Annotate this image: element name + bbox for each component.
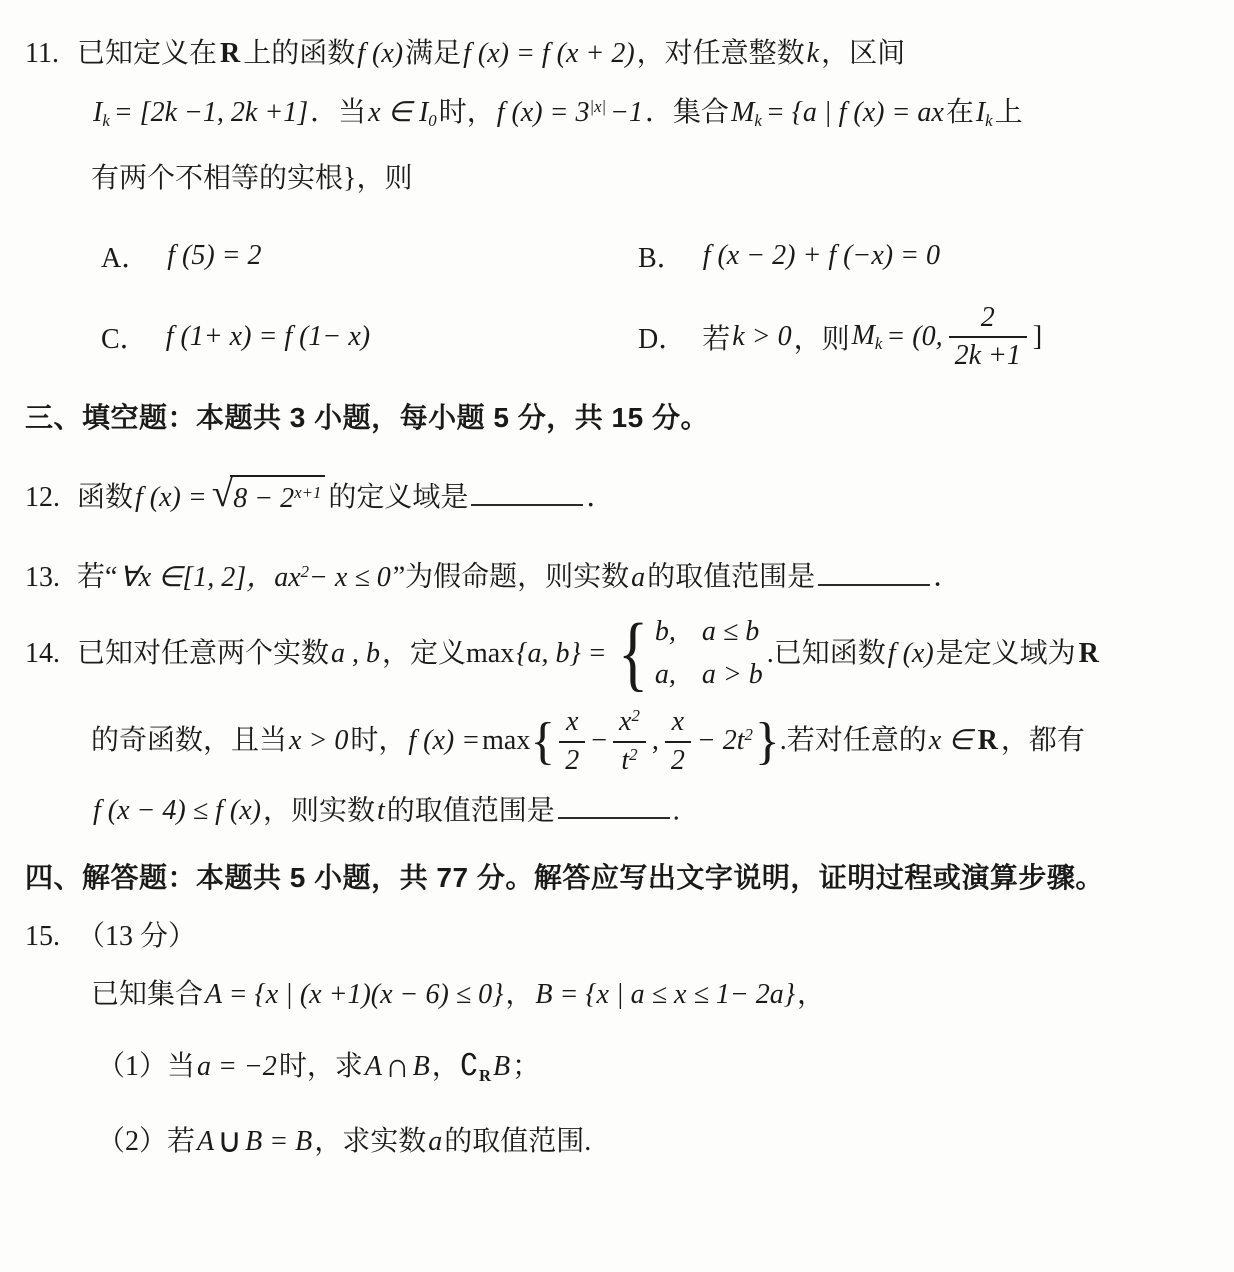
math-run: R [220, 38, 241, 69]
square-root [211, 471, 326, 520]
math-run: $I_k$ [93, 96, 110, 130]
superscript: 2 [631, 706, 640, 726]
math-run: $M_k$ [731, 96, 762, 130]
text-run: （2）若 [97, 1126, 196, 1158]
text-run: 的取值范围是 [647, 561, 816, 593]
case-row: b, a ≤ b [654, 616, 760, 648]
math-run: f (x) [887, 637, 934, 669]
math-run: B = {x | a ≤ x ≤ 1− 2a} [535, 979, 795, 1011]
math-run: ] [1032, 320, 1043, 352]
math-run: − [591, 725, 607, 757]
math-run: t [377, 795, 385, 827]
text-run: 若 [702, 323, 731, 355]
math-run: A [364, 1050, 382, 1082]
text-run: 上 [994, 96, 1023, 128]
right-brace: } [754, 712, 780, 770]
math-run: max [466, 637, 515, 669]
math-run: x > 0 [289, 725, 349, 757]
math-run: = (0, [886, 320, 943, 352]
math-run: f (x) = f (x + 2) [463, 38, 635, 69]
question-15-part-1 [97, 1042, 1208, 1092]
subscript: k [874, 333, 883, 353]
fraction-numerator: $x^2$ [613, 706, 646, 742]
question-number: 12. [25, 481, 60, 513]
math-run: $I_k$ [975, 96, 993, 130]
text-run: ，求实数 [314, 1126, 427, 1158]
math-run: = [2k −1, 2k +1] [113, 96, 309, 128]
text-run: 有两个不相等的实根}，则 [91, 163, 413, 195]
math-run: A = {x | (x +1)(x − 6) ≤ 0} [205, 979, 504, 1011]
option-b [638, 236, 1208, 276]
math-run: k [806, 38, 820, 69]
text-run: ，则实数 [262, 795, 375, 827]
left-brace: { [617, 607, 648, 701]
text-run: ，都有 [1000, 725, 1085, 757]
text-run: ．集合 [645, 96, 730, 128]
math-run: f (x) [357, 38, 404, 69]
math-run: = {a | f (x) = ax [765, 96, 944, 128]
superscript: |x| [589, 96, 607, 116]
text-run: 上的函数 [243, 38, 356, 69]
text-run: ． [933, 561, 962, 593]
question-14-line-2 [91, 706, 1208, 777]
text-run: 满足 [405, 38, 462, 69]
math-run: $M_k$ [851, 319, 883, 353]
subscript: k [102, 110, 110, 130]
text-run: 时，求 [278, 1050, 363, 1082]
text-run: . [672, 795, 680, 827]
option-label: C． [101, 323, 148, 355]
question-13 [25, 555, 1208, 598]
math-run: R [1078, 637, 1099, 669]
text-run: ， [505, 979, 534, 1011]
answer-blank [818, 555, 930, 586]
section-heading-solutions [25, 858, 1208, 899]
text-run: （1）当 [97, 1050, 196, 1082]
options-row-cd [101, 302, 1208, 372]
math-run: f (x − 2) + f (−x) = 0 [702, 239, 940, 271]
math-run: {a, b} = [516, 637, 607, 669]
math-run: B [412, 1050, 430, 1082]
question-15-given [91, 975, 1208, 1016]
question-number: 11. [25, 38, 59, 69]
section-heading-fill-in [25, 398, 1208, 439]
text-run: 已知定义在 [77, 38, 218, 69]
math-run: f $(x) = 3^{|x|}$ [496, 96, 607, 128]
math-run: max [482, 725, 531, 757]
text-run: 的定义域是 [328, 481, 469, 513]
fraction-numerator: 2 [949, 302, 1027, 338]
math-run: A [197, 1126, 215, 1158]
text-run: 的取值范围是 [386, 795, 555, 827]
text-run: ， [431, 1050, 460, 1082]
text-run: 是定义域为 [935, 637, 1076, 669]
text-run: 已知对任意两个实数 [77, 637, 330, 669]
math-run: x ∈ [928, 725, 973, 757]
option-label: B． [638, 242, 685, 274]
text-run: .已知函数 [766, 637, 886, 669]
option-c [101, 317, 638, 357]
text-run: ，区间 [821, 38, 906, 69]
heading-text: 三、填空题：本题共 3 小题，每小题 5 分，共 15 分。 [25, 402, 709, 434]
option-label: A． [101, 242, 150, 274]
superscript: 2 [744, 724, 753, 744]
question-11-line-1 [25, 34, 1208, 75]
score-label: （13 分） [77, 920, 197, 952]
fraction [949, 302, 1027, 372]
text-run: 函数 [77, 481, 134, 513]
radicand: $8 - 2^{x+1}$ [230, 475, 325, 520]
math-run: a [631, 561, 646, 593]
subscript: R [478, 1065, 491, 1085]
text-run: ， [796, 979, 825, 1011]
math-run: −1 [610, 96, 644, 128]
math-run: a , b [331, 637, 381, 669]
math-run: x ∈ $I_0$ [368, 96, 437, 130]
text-run: ，定义 [382, 637, 467, 669]
math-run: f (x − 4) ≤ f (x) [93, 795, 261, 827]
math-run: f (x) = [135, 481, 207, 513]
question-number: 13. [25, 561, 60, 593]
math-run: a = −2 [197, 1050, 277, 1082]
text-run: ，则 [793, 323, 850, 355]
answer-blank [558, 789, 670, 820]
math-run: k > 0 [732, 320, 792, 352]
text-run: ． [586, 481, 615, 513]
text-run: .若对任意的 [779, 725, 927, 757]
text-run: 若“ [77, 561, 118, 593]
fraction [559, 706, 585, 776]
math-run: ∀x ∈[1, 2]，$ax^2- x \le 0$ [119, 561, 391, 593]
subscript: k [754, 110, 762, 130]
fraction [665, 706, 691, 776]
text-run: 的奇函数，且当 [91, 725, 288, 757]
text-run: ．当 [310, 96, 367, 128]
text-run: 的取值范围. [444, 1126, 592, 1158]
question-15-part-2 [97, 1117, 1208, 1167]
case-rows [655, 617, 763, 691]
question-11 [25, 34, 1208, 200]
text-run: 时， [350, 725, 407, 757]
options-row-ab [101, 236, 1208, 276]
fraction-numerator: x [665, 706, 691, 742]
left-brace: { [530, 712, 556, 770]
question-15-header [25, 917, 1208, 958]
math-run: f (5) = 2 [167, 239, 262, 271]
text-run: 时， [438, 96, 495, 128]
union-icon: ∪ [217, 1123, 243, 1161]
text-run: ； [512, 1050, 541, 1082]
fraction-denominator: $t^2$ [621, 744, 638, 776]
text-run: ”为假命题，则实数 [392, 561, 630, 593]
question-number: 15. [25, 920, 60, 952]
question-11-line-3 [91, 159, 1208, 200]
fraction-denominator: 2 [670, 744, 685, 776]
question-14-line-1 [25, 607, 1208, 701]
question-12 [25, 471, 1208, 520]
radical-icon: √ [211, 471, 234, 515]
piecewise-cases [613, 607, 763, 701]
case-row: a, a > b [654, 659, 763, 691]
superscript: 2 [629, 744, 638, 764]
heading-text: 四、解答题：本题共 5 小题，共 77 分。解答应写出文字说明，证明过程或演算步骤。 [25, 862, 1104, 894]
subscript: k [985, 110, 993, 130]
question-number: 14. [25, 637, 60, 669]
option-d [638, 302, 1208, 372]
question-14-line-3 [91, 789, 1208, 832]
fraction-denominator: 2k +1 [954, 339, 1021, 371]
complement-symbol: $∁_R$ [459, 1047, 491, 1085]
superscript: x+1 [294, 482, 322, 502]
math-run: a [428, 1126, 443, 1158]
text-run: ，对任意整数 [636, 38, 805, 69]
question-11-line-2 [91, 93, 1208, 134]
math-run: − $2t^2$ [696, 724, 753, 757]
text-run: 已知集合 [91, 979, 204, 1011]
math-run: B [493, 1050, 511, 1082]
fraction [613, 706, 646, 777]
question-15 [25, 917, 1208, 1167]
option-a [101, 236, 638, 276]
text-run: 在 [945, 96, 974, 128]
intersection-icon: ∩ [384, 1047, 410, 1085]
math-run: B = B [245, 1126, 313, 1158]
math-run: f (1+ x) = f (1− x) [165, 320, 371, 352]
fraction-numerator: x [559, 706, 585, 742]
option-label: D． [638, 323, 687, 355]
math-run: , [651, 725, 659, 757]
superscript: 2 [300, 561, 310, 581]
math-run: R [977, 725, 998, 757]
fraction-denominator: 2 [565, 744, 580, 776]
answer-blank [471, 475, 583, 506]
subscript: 0 [428, 110, 437, 130]
math-run: f (x) = [408, 725, 481, 757]
